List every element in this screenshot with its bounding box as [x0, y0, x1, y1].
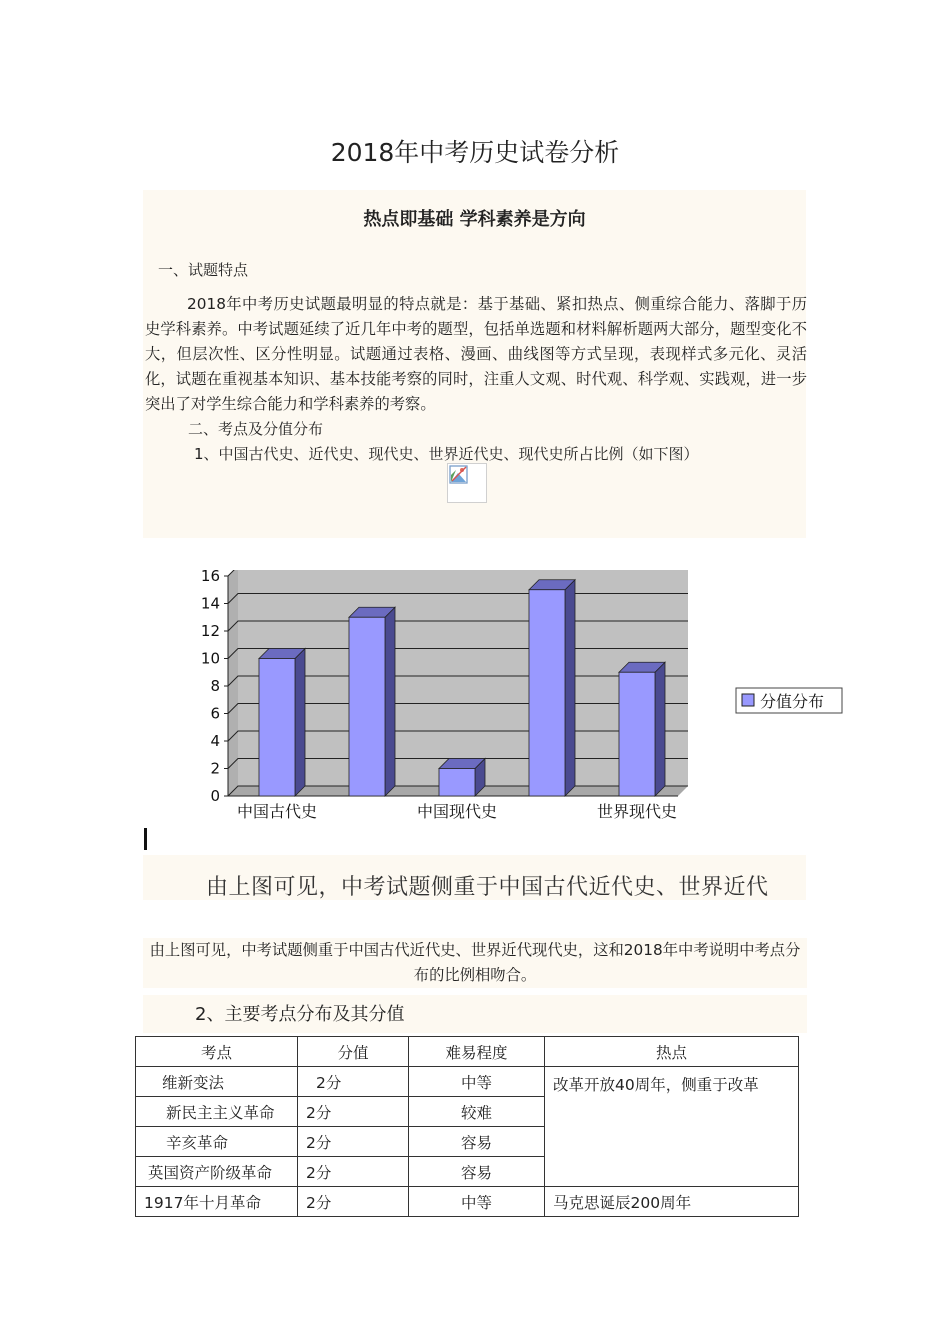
table-cell-hotspot: 马克思诞辰200周年 — [545, 1187, 799, 1217]
y-tick-label: 6 — [210, 704, 220, 723]
exam-points-table — [135, 1036, 799, 1217]
table-cell: 2分 — [298, 1067, 409, 1097]
x-tick-label: 中国现代史 — [416, 802, 498, 821]
y-tick-label: 4 — [210, 732, 220, 750]
broken-image-icon — [447, 463, 487, 503]
subtitle: 热点即基础 学科素养是方向 — [363, 209, 586, 230]
bar — [619, 672, 655, 796]
y-tick-label: 14 — [200, 594, 220, 613]
summary-paragraph: 由上图可见，中考试题侧重于中国古代近代史、世界近代现代史，这和2018年中考说明中考点分布的比例相吻合。 — [149, 941, 801, 984]
bar-chart-svg — [196, 570, 846, 825]
table-cell: 中等 — [409, 1187, 545, 1217]
list-item: 1、中国古代史、近代史、现代史、世界近代史、现代史所占比例（如下图） — [194, 445, 699, 463]
bar-side — [295, 649, 305, 797]
x-tick-label: 中国古代史 — [236, 802, 318, 821]
text-cursor — [144, 828, 147, 850]
paragraph-text: 2018年中考历史试题最明显的特点就是：基于基础、紧扣热点、侧重综合能力、落脚于历史学科素养。中考试题延续了近几年中考的题型，包括单选题和材料解析题两大部分，题型变化不大，但层次性、区分性明显。试题通过表格、漫画、曲线图等方式呈现，表现样式多元化、灵活化，试题在重视基本知识、基本技能考察的同时，注重人文观、时代观、科学观、实践观，进一步突出了对学生综合能力和学科素养的考察。 — [145, 295, 807, 413]
y-tick-label: 12 — [200, 622, 220, 640]
y-tick-label: 2 — [210, 759, 220, 778]
table-cell: 容易 — [409, 1157, 545, 1187]
table-header-cell: 分值 — [298, 1037, 409, 1067]
table-row — [136, 1187, 799, 1217]
bar — [529, 590, 565, 796]
section-heading: 二、考点及分值分布 — [188, 420, 324, 438]
table-cell: 较难 — [409, 1097, 545, 1127]
section-heading: 2、主要考点分布及其分值 — [195, 1004, 405, 1025]
table-cell-hotspot: 改革开放40周年，侧重于改革 — [545, 1067, 799, 1187]
table-cell: 维新变法 — [136, 1067, 298, 1097]
bar-side — [655, 662, 665, 796]
chart-side-wall — [228, 570, 238, 796]
table-cell: 容易 — [409, 1127, 545, 1157]
table-cell: 2分 — [298, 1097, 409, 1127]
legend-label: 分值分布 — [760, 692, 825, 711]
y-tick-label: 10 — [200, 649, 220, 668]
caption-image-text: 由上图可见，中考试题侧重于中国古代近代史、世界近代 — [206, 875, 769, 900]
bar-chart — [196, 570, 846, 825]
bar-side — [565, 580, 575, 796]
table-header-cell: 难易程度 — [409, 1037, 545, 1067]
section-heading: 一、试题特点 — [158, 261, 249, 279]
table-cell: 新民主主义革命 — [136, 1097, 298, 1127]
table-cell: 中等 — [409, 1067, 545, 1097]
bar — [349, 617, 385, 796]
x-tick-label: 世界现代史 — [596, 802, 678, 821]
y-tick-label: 0 — [210, 787, 220, 805]
y-tick-label: 8 — [210, 677, 220, 695]
table-row — [136, 1067, 799, 1097]
bar-side — [385, 607, 395, 796]
table-header-cell: 热点 — [545, 1037, 799, 1067]
legend-swatch — [742, 694, 754, 706]
section-paragraph — [145, 292, 807, 417]
table-cell: 2分 — [298, 1127, 409, 1157]
table-cell: 英国资产阶级革命 — [136, 1157, 298, 1187]
table-cell: 2分 — [298, 1187, 409, 1217]
table-cell: 1917年十月革命 — [136, 1187, 298, 1217]
y-tick-label: 16 — [200, 570, 220, 585]
bar — [259, 659, 295, 797]
table-cell: 辛亥革命 — [136, 1127, 298, 1157]
table-header-row — [136, 1037, 799, 1067]
table-header-cell: 考点 — [136, 1037, 298, 1067]
bar — [439, 769, 475, 797]
page-title: 2018年中考历史试卷分析 — [330, 138, 620, 167]
table-cell: 2分 — [298, 1157, 409, 1187]
